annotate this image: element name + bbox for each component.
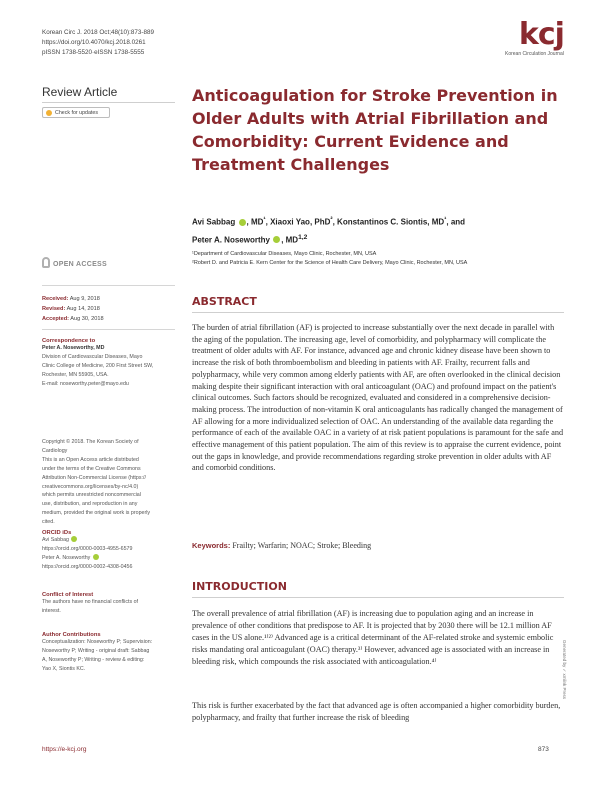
introduction-heading: INTRODUCTION — [192, 580, 287, 593]
copyright-block — [42, 438, 180, 527]
received-label: Received: — [42, 296, 69, 302]
author-degree: , MD — [281, 235, 299, 245]
revised-date: Aug 14, 2018 — [66, 306, 100, 312]
author-name: , Xiaoxi Yao, PhD — [265, 217, 331, 227]
contributions-block — [42, 632, 180, 674]
contributions-line: Noseworthy P; Writing - original draft: Sabbag — [42, 647, 150, 654]
contributions-heading: Author Contributions — [42, 632, 101, 638]
correspondence-name: Peter A. Noseworthy, MD — [42, 345, 105, 351]
crossref-watermark: Generated by ✓ xmlink Press — [562, 640, 567, 700]
journal-logo — [505, 17, 564, 57]
author-degree: , MD — [246, 217, 264, 227]
orcid-heading: ORCID iDs — [42, 530, 72, 536]
orcid-link[interactable]: https://orcid.org/0000-0003-4955-6579 — [42, 545, 133, 552]
correspondence-block — [42, 338, 180, 389]
open-access-label: OPEN ACCESS — [53, 261, 107, 268]
conflict-block — [42, 592, 180, 616]
affil-mark: ¹ — [263, 216, 266, 223]
affil-mark: ¹ — [444, 216, 447, 223]
copyright-line: Cardiology — [42, 447, 68, 454]
keywords-list: Frailty; Warfarin; NOAC; Stroke; Bleeding — [230, 541, 372, 550]
correspondence-line: Division of Cardiovascular Diseases, Mayo — [42, 353, 143, 360]
article-type: Review Article — [42, 85, 118, 99]
keywords — [192, 541, 564, 550]
author-name: Peter A. Noseworthy — [192, 235, 270, 245]
divider — [42, 102, 175, 103]
revised-label: Revised: — [42, 306, 66, 312]
affiliation-item: ²Robert D. and Patricia E. Kern Center for the Science of Health Care Delivery, Mayo Clinic, Rochester, MN, USA — [192, 260, 468, 266]
divider — [42, 285, 175, 286]
contributions-line: Yao X, Siontis KC. — [42, 665, 86, 672]
logo-subtitle: Korean Circulation Journal — [505, 51, 564, 57]
contributions-line: A, Noseworthy P; Writing - review & editing: — [42, 656, 145, 663]
divider — [192, 312, 564, 313]
copyright-line: Attribution Non-Commercial License (https:// — [42, 474, 146, 481]
footer-link[interactable]: https://e-kcj.org — [42, 746, 87, 753]
copyright-line: medium, provided the original work is properly — [42, 510, 151, 517]
abstract-heading: ABSTRACT — [192, 295, 257, 308]
accepted-date: Aug 30, 2018 — [70, 316, 104, 322]
affiliation-item: ¹Department of Cardiovascular Diseases, Mayo Clinic, Rochester, MN, USA — [192, 251, 377, 257]
author-name: Avi Sabbag — [192, 217, 236, 227]
orcid-block — [42, 530, 180, 572]
citation-line: Korean Circ J. 2018 Oct;48(10):873-889 — [42, 29, 155, 36]
intro-paragraph-1: The overall prevalence of atrial fibrillation (AF) is increasing due to population aging and an increase in prevalence of other conditions that predispose to AF. It is projected that by 2030 there will be 12.1 million AF cases in the US alone.¹⁾²⁾ Advanced age is a critical determinant of the AF-related stroke and systemic embolic risks mandating oral anticoagulant (OAC) therapy.³⁾ However, advanced age is associated with an increase in bleeding risk, which compounds the risk associated with anticoagulation.⁴⁾ — [192, 609, 554, 666]
copyright-line: This is an Open Access article distributed — [42, 456, 139, 463]
page-number: 873 — [538, 746, 549, 753]
doi-line[interactable]: https://doi.org/10.4070/kcj.2018.0261 — [42, 39, 146, 46]
orcid-author: Peter A. Noseworthy — [42, 554, 91, 561]
copyright-line: under the terms of the Creative Commons — [42, 465, 141, 472]
orcid-icon[interactable] — [273, 236, 280, 243]
open-lock-icon — [42, 257, 50, 268]
author-name: , Konstantinos C. Siontis, MD — [332, 217, 445, 227]
check-updates-label: Check for updates — [55, 109, 98, 116]
conflict-heading: Conflict of Interest — [42, 592, 94, 598]
conflict-line: The authors have no financial conflicts of — [42, 599, 138, 605]
divider — [192, 597, 564, 598]
intro-paragraph-2: This risk is further exacerbated by the fact that advanced age is often accompanied a higher comorbidity burden, polypharmacy, and frailty that further increase the risk of bleeding — [192, 701, 561, 722]
logo-mark: kcj — [518, 17, 564, 52]
correspondence-heading: Correspondence to — [42, 338, 96, 344]
copyright-line: Copyright © 2018. The Korean Society of — [42, 439, 139, 445]
keywords-label: Keywords: — [192, 541, 231, 550]
open-access-badge — [42, 257, 107, 268]
author-connector: , and — [446, 217, 466, 227]
author-list — [192, 212, 562, 247]
orcid-author: Avi Sabbag — [42, 537, 69, 543]
contributions-line: Conceptualization: Noseworthy P; Supervision: — [42, 639, 153, 645]
check-updates-button[interactable] — [42, 107, 110, 118]
correspondence-email[interactable]: E-mail: noseworthy.peter@mayo.edu — [42, 380, 129, 387]
article-dates — [42, 294, 104, 324]
affil-mark: 1,2 — [298, 233, 308, 241]
copyright-line: use, distribution, and reproduction in any — [42, 501, 138, 508]
correspondence-line: Rochester, MN 55905, USA. — [42, 371, 109, 378]
article-title: Anticoagulation for Stroke Prevention in Older Adults with Atrial Fibrillation and Comorbidity: Current Evidence and Treatment Challenges — [192, 86, 558, 174]
copyright-line: which permits unrestricted noncommercial — [42, 492, 141, 499]
copyright-line: cited. — [42, 519, 55, 526]
orcid-icon — [93, 554, 99, 560]
crossmark-icon — [46, 110, 52, 116]
issn-line: pISSN 1738-5520·eISSN 1738-5555 — [42, 49, 145, 56]
divider — [42, 329, 175, 330]
orcid-link[interactable]: https://orcid.org/0000-0002-4308-0456 — [42, 563, 133, 570]
affiliations — [192, 250, 572, 268]
orcid-icon — [71, 536, 77, 542]
abstract-paragraph: The burden of atrial fibrillation (AF) is projected to increase substantially over the next decade in parallel with the aging of the population. The increasing age, level of comorbidity, and polypharmacy will complicate the treatment of older adults with AF. For instance, advanced age and chronic kidney disease have been shown to increase the risk of both thromboembolism and bleeding in patients with AF. Frailty, recurrent falls and polypharmacy, while very common among elderly patients with AF, are often overlooked in the clinical decision making despite their significant interaction with oral anticoagulant (OAC) and profound impact on the patient's clinical outcomes. Such factors should be recognized, evaluated and considered in a comprehensive decision-making process. The introduction of non-vitamin K oral anticoagulants has radically changed the management of AF allowing for a more individualized selection of OAC. An understanding of the available data regarding the performance of each of the available OAC in a variety of at risk patient populations is paramount for the safe and effective management of this patient population. The aim of this review is to appraise the current evidence, point out the gaps in knowledge, and provide recommendations regarding stroke prevention in older adults with AF and comorbid conditions. — [192, 323, 564, 473]
correspondence-line: Clinic College of Medicine, 200 First Street SW, — [42, 362, 154, 369]
license-link[interactable]: creativecommons.org/licenses/by-nc/4.0) — [42, 483, 139, 490]
abstract-text — [192, 322, 564, 474]
received-date: Aug 9, 2018 — [69, 296, 100, 302]
conflict-line: interest. — [42, 607, 61, 614]
accepted-label: Accepted: — [42, 316, 70, 322]
affil-mark: ² — [330, 216, 333, 223]
article-meta — [42, 28, 154, 58]
orcid-icon[interactable] — [239, 219, 246, 226]
